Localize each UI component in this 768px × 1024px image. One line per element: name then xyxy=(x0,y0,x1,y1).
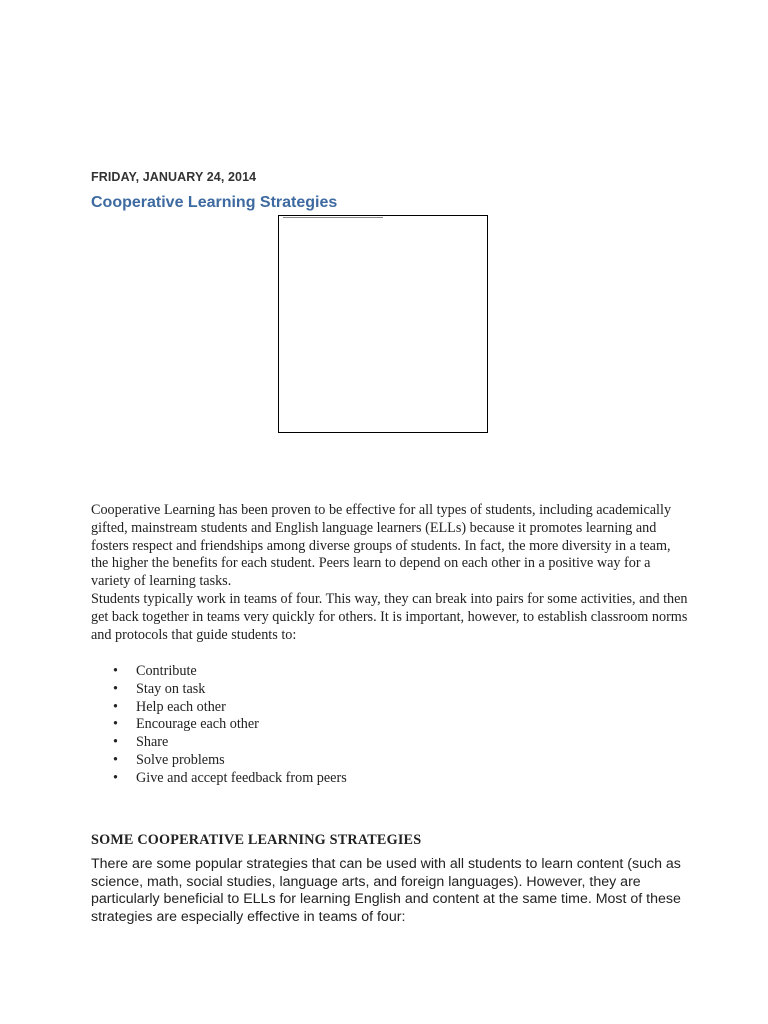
list-item-label: Give and accept feedback from peers xyxy=(136,769,347,786)
body-paragraph-1: Cooperative Learning has been proven to be effective for all types of students, including academically gifted, mainstream students and English language learners (ELLs) because it promotes learning and fosters respect and friendships among diverse groups of students. In fact, the more diversity in a team, the higher the benefits for each student. Peers learn to depend on each other in a positive way for a variety of learning tasks. xyxy=(91,502,672,590)
post-date-header: FRIDAY, JANUARY 24, 2014 xyxy=(91,170,257,184)
list-item-label: Stay on task xyxy=(136,680,206,697)
body-paragraph-2: Students typically work in teams of four. This way, they can break into pairs for some activities, and then get back together in teams very quickly for others. It is important, however, to establish classroom norms and protocols that guide students to: xyxy=(91,590,688,643)
list-item xyxy=(91,663,347,681)
list-item-label: Encourage each other xyxy=(136,716,259,733)
bullet-icon: • xyxy=(113,698,118,715)
bullet-icon: • xyxy=(113,751,118,768)
bullet-icon: • xyxy=(113,680,118,697)
list-item xyxy=(91,681,347,699)
list-item xyxy=(91,752,347,770)
bullet-icon: • xyxy=(113,769,118,786)
list-item xyxy=(91,770,347,788)
bullet-icon: • xyxy=(113,663,118,679)
bullet-icon: • xyxy=(113,716,118,733)
list-item-label: Contribute xyxy=(136,663,197,679)
post-title[interactable]: Cooperative Learning Strategies xyxy=(91,194,338,211)
section-heading: SOME COOPERATIVE LEARNING STRATEGIES xyxy=(91,832,422,848)
list-item-label: Help each other xyxy=(136,698,226,715)
norms-list xyxy=(91,663,347,788)
section-intro: There are some popular strategies that can be used with all students to learn content (such as science, math, social studies, language arts, and foreign languages). However, they are particularly beneficial to ELLs for learning English and content at the same time. Most of these strategies are especially effective in teams of four: xyxy=(91,856,681,925)
image-top-line xyxy=(283,217,383,218)
post-body xyxy=(91,502,691,644)
list-item xyxy=(91,716,347,734)
list-item-label: Solve problems xyxy=(136,751,225,768)
list-item xyxy=(91,699,347,717)
post-image-placeholder xyxy=(278,215,488,433)
list-item-label: Share xyxy=(136,734,169,751)
bullet-icon: • xyxy=(113,734,118,751)
list-item xyxy=(91,734,347,752)
